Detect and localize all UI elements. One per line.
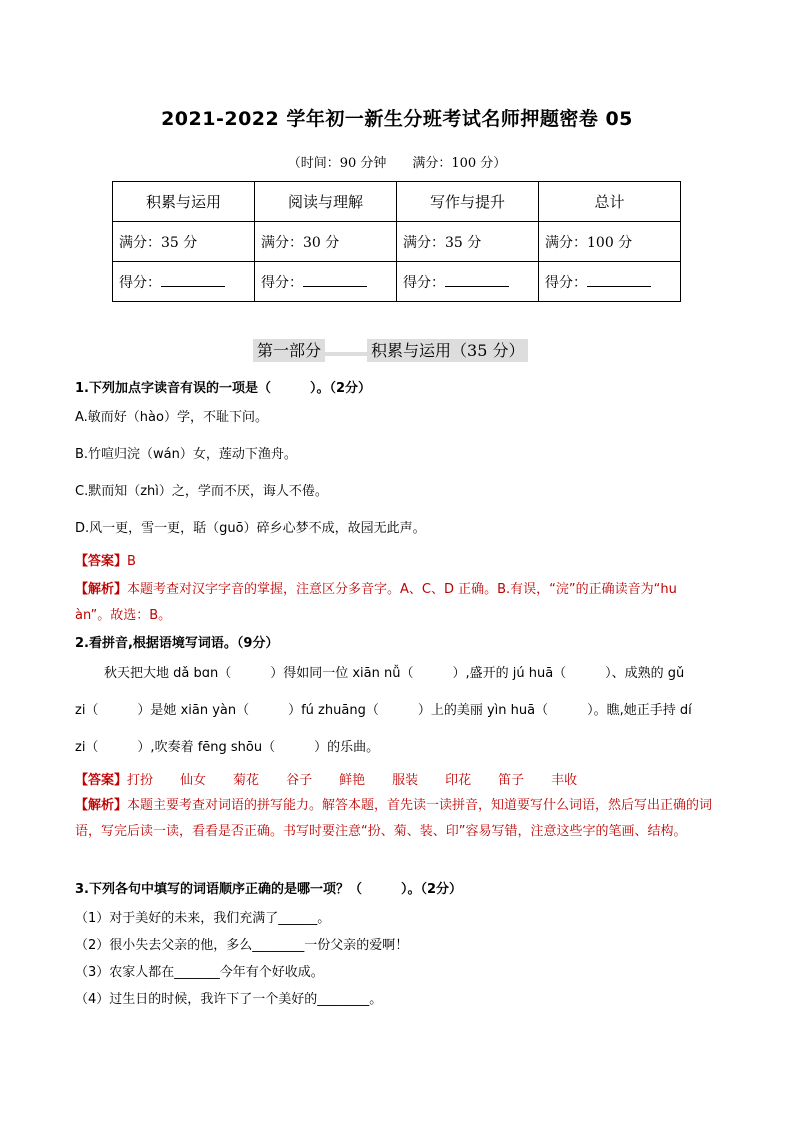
answer-tag: 【答案】 <box>75 554 128 569</box>
answer-tag: 【答案】 <box>75 773 128 788</box>
question-3-stem: 3.下列各句中填写的词语顺序正确的是哪一项？（ ）。（2分） <box>75 882 463 897</box>
section-heading <box>253 338 528 363</box>
answer-word: 印花 <box>445 773 472 788</box>
answer-word: 笛子 <box>498 773 525 788</box>
score-cell[interactable] <box>113 262 255 302</box>
answer-value: B <box>127 554 136 569</box>
question-2-answer <box>75 769 604 788</box>
question-2-passage-line: 秋天把大地 dǎ bɑn（ ）得如同一位 xiān nǚ（ ）,盛开的 jú huā（ ）、成熟的 gǔ <box>104 666 685 681</box>
analysis-text: 本题主要考查对词语的拼写能力。解答本题，首先读一读拼音，知道要写什么词语，然后写出正确的词语，写完后读一读，看看是否正确。书写时要注意“扮、菊、装、印”容易写错，注意这些字的笔画、结构。 <box>75 798 713 839</box>
score-blank[interactable] <box>303 272 367 287</box>
question-3-item: （3）农家人都在_______今年有个好收成。 <box>75 965 324 980</box>
full-marks-row <box>113 222 681 262</box>
full-marks-cell: 满分：30 分 <box>255 222 397 262</box>
score-table-header-row <box>113 182 681 222</box>
question-2-analysis <box>75 793 719 845</box>
section-name: 积累与运用（35 分） <box>367 339 528 362</box>
answer-word: 谷子 <box>286 773 313 788</box>
question-3-item: （1）对于美好的未来，我们充满了______。 <box>75 911 331 926</box>
exam-info: （时间：90 分钟 满分：100 分） <box>287 156 507 171</box>
header-cell: 阅读与理解 <box>255 182 397 222</box>
score-label: 得分： <box>403 274 445 291</box>
question-1-option-d: D.风一更，雪一更，聒（guō）碎乡心梦不成，故园无此声。 <box>75 521 426 536</box>
question-1-option-b: B.竹喧归浣（wán）女，莲动下渔舟。 <box>75 447 297 462</box>
score-blank[interactable] <box>445 272 509 287</box>
question-3-item: （4）过生日的时候，我许下了一个美好的________。 <box>75 992 383 1007</box>
score-cell[interactable] <box>255 262 397 302</box>
analysis-text: 本题考查对汉字字音的掌握，注意区分多音字。A、C、D 正确。B.有误，“浣”的正确读音为“hu <box>127 582 677 597</box>
full-marks-cell: 满分：100 分 <box>539 222 681 262</box>
question-1-option-a: A.敏而好（hào）学，不耻下问。 <box>75 410 268 425</box>
score-row <box>113 262 681 302</box>
score-label: 得分： <box>119 274 161 291</box>
full-marks-cell: 满分：35 分 <box>397 222 539 262</box>
score-blank[interactable] <box>161 272 225 287</box>
question-1-answer <box>75 550 136 569</box>
analysis-tag: 【解析】 <box>75 798 128 813</box>
question-2-passage-line: zi（ ）是她 xiān yàn（ ）fú zhuāng（ ）上的美丽 yìn huā（ ）。瞧,她正手持 dí <box>75 703 692 718</box>
header-cell: 写作与提升 <box>397 182 539 222</box>
score-cell[interactable] <box>397 262 539 302</box>
score-label: 得分： <box>261 274 303 291</box>
section-gap <box>325 352 367 356</box>
header-cell: 总计 <box>539 182 681 222</box>
score-blank[interactable] <box>587 272 651 287</box>
answer-word: 鲜艳 <box>339 773 366 788</box>
score-table <box>112 181 681 302</box>
answer-word: 仙女 <box>180 773 207 788</box>
question-1-analysis-cont: àn”。故选：B。 <box>75 608 172 623</box>
question-1-stem: 1.下列加点字读音有误的一项是（ ）。（2分） <box>75 381 372 396</box>
section-part: 第一部分 <box>253 339 325 362</box>
question-3-item: （2）很小失去父亲的他，多么________一份父亲的爱啊！ <box>75 938 409 953</box>
question-2-stem: 2.看拼音,根据语境写词语。（9分） <box>75 636 279 651</box>
answer-word: 菊花 <box>233 773 260 788</box>
answer-word: 打扮 <box>127 773 154 788</box>
answer-word: 服装 <box>392 773 419 788</box>
full-marks-cell: 满分：35 分 <box>113 222 255 262</box>
score-cell[interactable] <box>539 262 681 302</box>
answer-word: 丰收 <box>551 773 578 788</box>
header-cell: 积累与运用 <box>113 182 255 222</box>
question-2-passage-line: zi（ ）,吹奏着 fēng shōu（ ）的乐曲。 <box>75 740 380 755</box>
question-1-option-c: C.默而知（zhì）之，学而不厌，诲人不倦。 <box>75 484 328 499</box>
question-1-analysis <box>75 578 677 597</box>
score-label: 得分： <box>545 274 587 291</box>
analysis-tag: 【解析】 <box>75 582 128 597</box>
page-title: 2021-2022 学年初一新生分班考试名师押题密卷 05 <box>161 108 633 130</box>
